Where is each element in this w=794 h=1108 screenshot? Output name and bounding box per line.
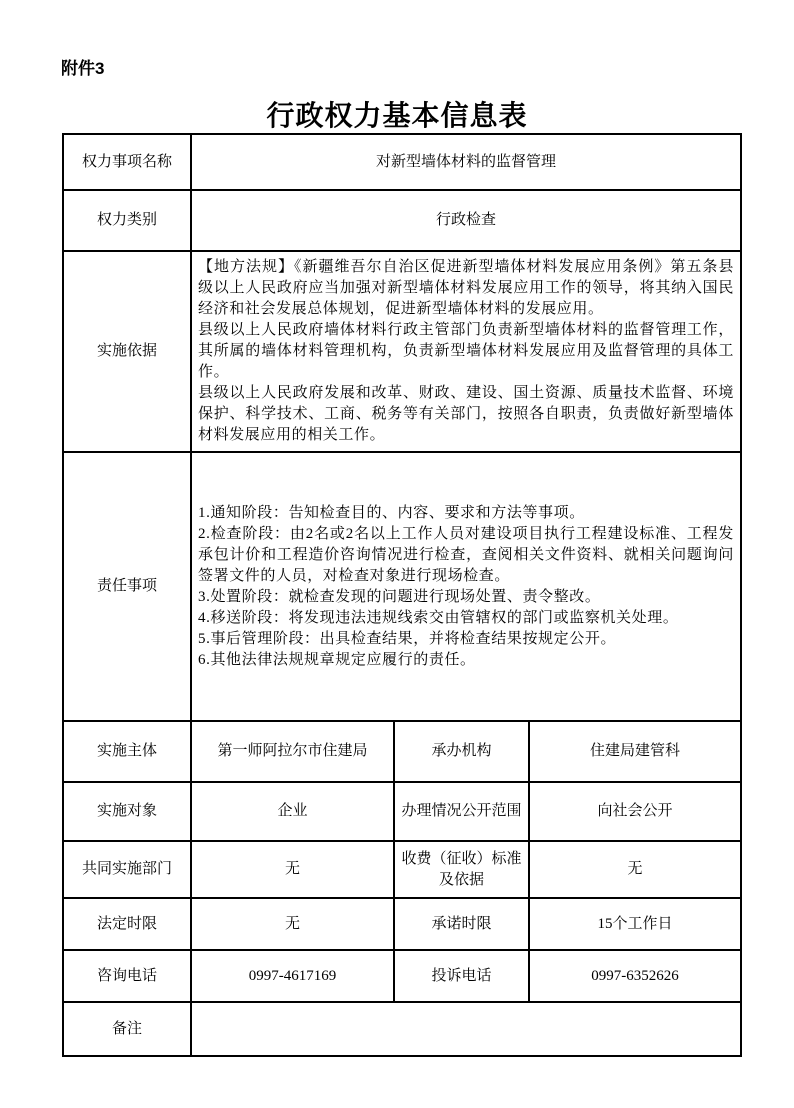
- table-row: [63, 950, 741, 1002]
- inquiry-phone-label: 咨询电话: [63, 950, 191, 1002]
- table-row: [63, 721, 741, 782]
- remark-label: 备注: [63, 1002, 191, 1056]
- implementing-body-label: 实施主体: [63, 721, 191, 782]
- table-row: [63, 452, 741, 721]
- statutory-time-limit-value: 无: [191, 898, 394, 950]
- table-row: [63, 190, 741, 251]
- basis-paragraph: 【地方法规】《新疆维吾尔自治区促进新型墙体材料发展应用条例》第五条县级以上人民政府应当加强对新型墙体材料发展应用工作的领导，将其纳入国民经济和社会发展总体规划，促进新型墙体材料的发展应用。: [198, 259, 734, 317]
- complaint-phone-label: 投诉电话: [394, 950, 529, 1002]
- table-row: [63, 782, 741, 841]
- responsibility-item: 3.处置阶段：就检查发现的问题进行现场处置、责令整改。: [198, 588, 601, 605]
- basis-paragraph: 县级以上人民政府发展和改革、财政、建设、国土资源、质量技术监督、环境保护、科学技术、工商、税务等有关部门，按照各自职责，负责做好新型墙体材料发展应用的相关工作。: [198, 385, 734, 443]
- admin-power-info-table: [62, 133, 742, 1057]
- table-row: [63, 898, 741, 950]
- responsibility-items-value: [191, 452, 741, 721]
- joint-departments-label: 共同实施部门: [63, 841, 191, 898]
- responsibility-item: 4.移送阶段：将发现违法违规线索交由管辖权的部门或监察机关处理。: [198, 609, 679, 626]
- complaint-phone-value: 0997-6352626: [529, 950, 741, 1002]
- responsibility-item: 2.检查阶段：由2名或2名以上工作人员对建设项目执行工程建设标准、工程发承包计价和工程造价咨询情况进行检查，查阅相关文件资料、就相关问题询问签署文件的人员，对检查对象进行现场检查。: [198, 525, 734, 584]
- table-row: [63, 841, 741, 898]
- implementation-basis-value: [191, 251, 741, 452]
- statutory-time-limit-label: 法定时限: [63, 898, 191, 950]
- joint-departments-value: 无: [191, 841, 394, 898]
- attachment-label: 附件3: [61, 59, 105, 78]
- item-name-label: 权力事项名称: [63, 134, 191, 190]
- fee-standard-label: 收费（征收）标准及依据: [394, 841, 529, 898]
- responsibility-item: 5.事后管理阶段：出具检查结果，并将检查结果按规定公开。: [198, 630, 617, 647]
- disclosure-scope-label: 办理情况公开范围: [394, 782, 529, 841]
- disclosure-scope-value: 向社会公开: [529, 782, 741, 841]
- basis-paragraph: 县级以上人民政府墙体材料行政主管部门负责新型墙体材料的监督管理工作，其所属的墙体材料管理机构，负责新型墙体材料发展应用及监督管理的具体工作。: [198, 322, 734, 380]
- promised-time-limit-label: 承诺时限: [394, 898, 529, 950]
- table-row: [63, 251, 741, 452]
- item-name-value: 对新型墙体材料的监督管理: [191, 134, 741, 190]
- implementation-basis-label: 实施依据: [63, 251, 191, 452]
- power-category-label: 权力类别: [63, 190, 191, 251]
- implementation-target-value: 企业: [191, 782, 394, 841]
- responsibility-item: 6.其他法律法规规章规定应履行的责任。: [198, 651, 476, 668]
- undertaking-agency-label: 承办机构: [394, 721, 529, 782]
- table-row: [63, 134, 741, 190]
- implementing-body-value: 第一师阿拉尔市住建局: [191, 721, 394, 782]
- undertaking-agency-value: 住建局建管科: [529, 721, 741, 782]
- fee-standard-value: 无: [529, 841, 741, 898]
- table-row: [63, 1002, 741, 1056]
- promised-time-limit-value: 15个工作日: [529, 898, 741, 950]
- power-category-value: 行政检查: [191, 190, 741, 251]
- remark-value: [191, 1002, 741, 1056]
- implementation-target-label: 实施对象: [63, 782, 191, 841]
- responsibility-items-label: 责任事项: [63, 452, 191, 721]
- responsibility-item: 1.通知阶段：告知检查目的、内容、要求和方法等事项。: [198, 504, 585, 521]
- inquiry-phone-value: 0997-4617169: [191, 950, 394, 1002]
- page-title: 行政权力基本信息表: [266, 101, 528, 132]
